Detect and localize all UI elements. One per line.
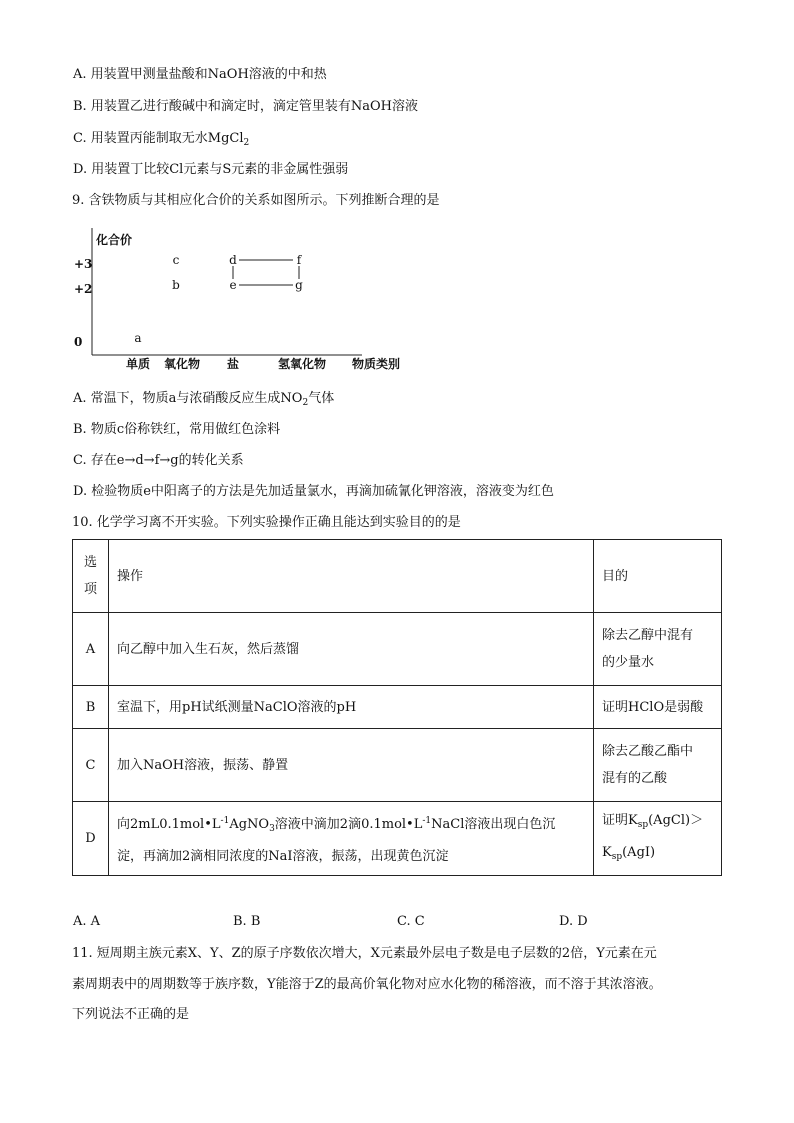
- chart-marks: [134, 253, 303, 345]
- iron-valence-chart: [72, 222, 422, 374]
- table-header-row: [73, 540, 722, 613]
- point-label-d: d: [229, 253, 237, 267]
- x-tick-label: 氧化物: [163, 357, 201, 371]
- q9-option-a: A. 常温下，物质a与浓硝酸反应生成$NO_2$气体: [73, 391, 335, 408]
- point-label-c: c: [172, 253, 180, 267]
- row-operation: 向$2mL0.1mol•L^{-1}AgNO_3$溶液中滴加2滴$0.1mol•L^{-1}NaCl$溶液出现白色沉 淀，再滴加2滴相同浓度的NaI溶液，振荡，出现黄色沉淀: [109, 802, 594, 876]
- chart-axes: [74, 228, 400, 371]
- q11-line-3: 下列说法不正确的是: [72, 1007, 190, 1022]
- x-tick-label: 盐: [226, 357, 240, 371]
- experiment-table: [72, 539, 722, 876]
- q9-option-b: B. 物质c俗称铁红，常用做红色涂料: [73, 422, 281, 437]
- row-key: C: [73, 729, 109, 802]
- q9-option-c: C. 存在e→d→f→g的转化关系: [73, 453, 244, 468]
- point-label-a: a: [134, 331, 142, 345]
- answer-c: C. C: [397, 914, 425, 929]
- row-operation: 向乙醇中加入生石灰，然后蒸馏: [109, 613, 594, 686]
- table-row: [73, 686, 722, 729]
- table-row: [73, 729, 722, 802]
- header-goal: 目的: [594, 540, 722, 613]
- row-goal: 证明$K_{sp}(AgCl)>$ $K_{sp}(AgI)$: [594, 802, 722, 876]
- q8-option-a: A. 用装置甲测量盐酸和NaOH溶液的中和热: [73, 67, 327, 82]
- row-operation: 加入NaOH溶液，振荡、静置: [109, 729, 594, 802]
- header-operation: 操作: [109, 540, 594, 613]
- y-tick-label: +2: [74, 282, 93, 296]
- row-goal: 证明HClO是弱酸: [594, 686, 722, 729]
- q8-option-d: D. 用装置丁比较Cl元素与S元素的非金属性强弱: [73, 162, 349, 177]
- header-option: 选 项: [73, 540, 109, 613]
- answer-b: B. B: [233, 914, 261, 929]
- table-row: [73, 802, 722, 876]
- q8-option-b: B. 用装置乙进行酸碱中和滴定时，滴定管里装有NaOH溶液: [73, 99, 418, 114]
- point-label-b: b: [172, 278, 180, 292]
- q9-option-d: D. 检验物质e中阳离子的方法是先加适量氯水，再滴加硫氰化钾溶液，溶液变为红色: [73, 484, 554, 499]
- row-operation: 室温下，用pH试纸测量NaClO溶液的pH: [109, 686, 594, 729]
- answer-d: D. D: [559, 914, 588, 929]
- q10-stem: 10. 化学学习离不开实验。下列实验操作正确且能达到实验目的的是: [72, 515, 461, 530]
- point-label-e: e: [229, 278, 237, 292]
- y-tick-label: 0: [74, 335, 83, 349]
- x-tick-label: 氢氧化物: [277, 357, 327, 371]
- point-label-f: f: [296, 253, 302, 267]
- row-key: D: [73, 802, 109, 876]
- point-label-g: g: [295, 278, 303, 292]
- q11-line-1: 11. 短周期主族元素X、Y、Z的原子序数依次增大，X元素最外层电子数是电子层数的2倍，Y元素在元: [72, 946, 657, 961]
- x-tick-label: 单质: [125, 357, 151, 371]
- q9-stem: 9. 含铁物质与其相应化合价的关系如图所示。下列推断合理的是: [72, 193, 440, 208]
- q11-line-2: 素周期表中的周期数等于族序数，Y能溶于Z的最高价氧化物对应水化物的稀溶液，而不溶于其浓溶液。: [72, 977, 662, 992]
- answer-a: A. A: [73, 914, 101, 929]
- y-axis-title: 化合价: [96, 233, 133, 247]
- table-row: [73, 613, 722, 686]
- row-key: A: [73, 613, 109, 686]
- x-axis-title: 物质类别: [352, 357, 401, 371]
- q8-option-c: C. 用装置丙能制取无水MgCl$_2$: [73, 131, 250, 148]
- y-tick-label: +3: [74, 257, 93, 271]
- row-key: B: [73, 686, 109, 729]
- row-goal: 除去乙醇中混有 的少量水: [594, 613, 722, 686]
- row-goal: 除去乙酸乙酯中 混有的乙酸: [594, 729, 722, 802]
